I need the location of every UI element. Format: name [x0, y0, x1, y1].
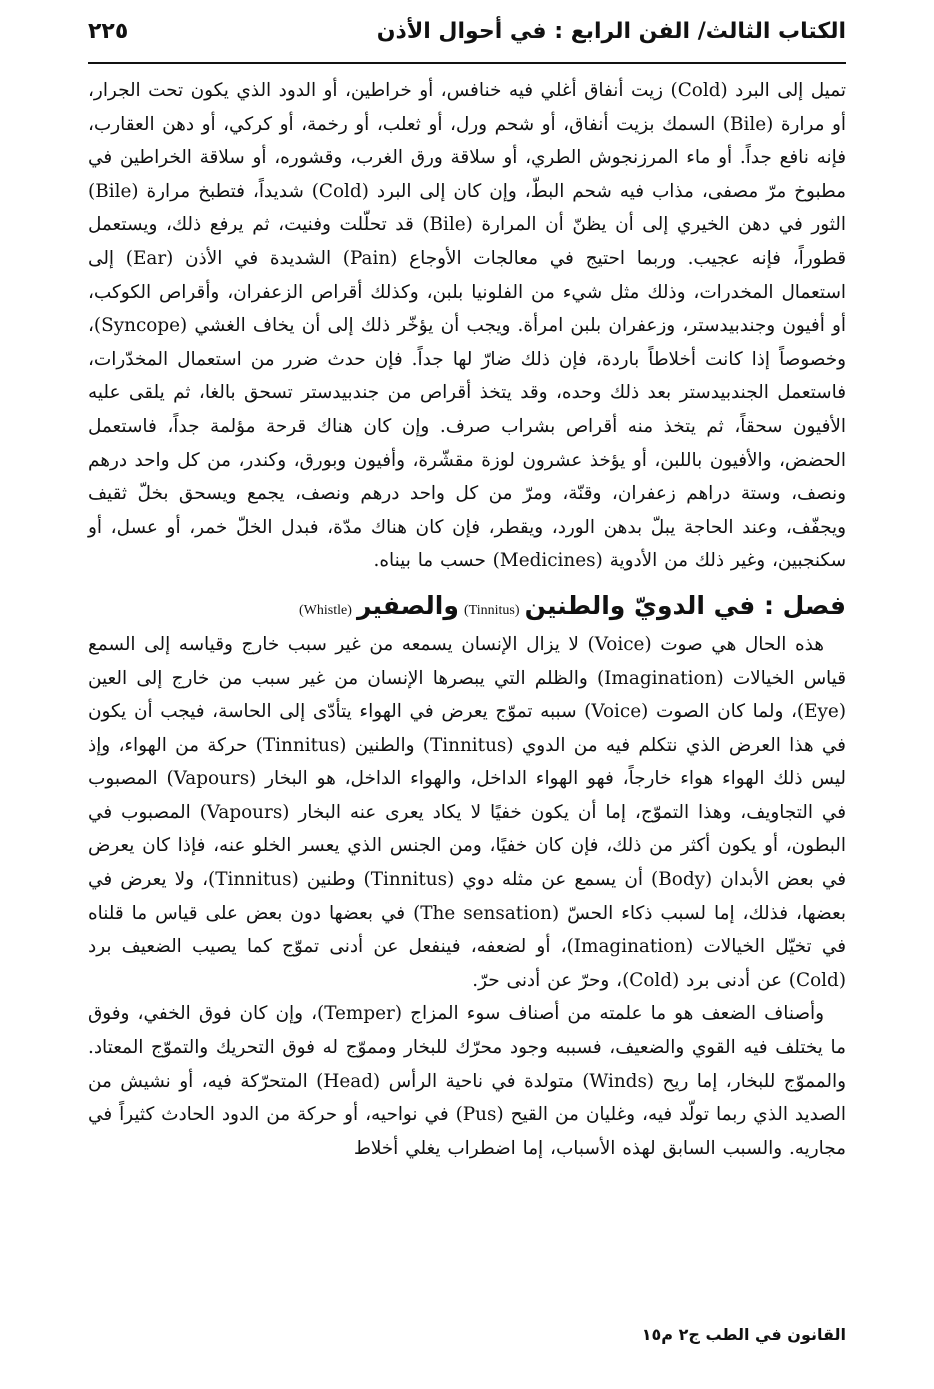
paragraph-tinnitus-causes: وأصناف الضعف هو ما علمته من أصناف سوء المزاج (Temper)، وإن كان فوق الخفي، وفوق ما يختلف فيه القوي والضعيف، فسببه وجود محرّك للبخار ومموّج له فوق التحريك والتموّج المعتاد. والمموّج للبخار، إما ريح (Winds) متولدة في ناحية الرأس (Head) المتحرّكة فيه، أو نشيش من الصديد الذي ربما تولّد فيه، وغليان من القيح (Pus) في نواحيه، أو حركة من الدود الحادث كثيراً في مجاريه. والسبب السابق لهذه الأسباب، إما اضطراب يغلي أخلاط — [88, 1003, 846, 1159]
paragraph-treatment-continued: تميل إلى البرد (Cold) زيت أنفاق أغلي فيه خنافس، أو خراطين، أو الدود الذي يكون تحت الجرار، أو مرارة (Bile) السمك بزيت أنفاق، أو شحم ورل، أو ثعلب، أو رخمة، أو كركي، أو دهن العقارب، فإنه نافع جداً. أو ماء المرزنجوش الطري، أو سلاقة ورق الغرب، وقشوره، أو سلاقة الخراطين في مطبوخ مرّ مصفى، مذاب فيه شحم البطّ، وإن كان إلى البرد (Cold) شديداً، فتطبخ مرارة (Bile) الثور في دهن الخيري إلى أن يظنّ أن المرارة (Bile) قد تحلّلت وفنيت، ثم يرفع ذلك، ويستعمل قطوراً، فإنه عجيب. وربما احتيج في معالجات الأوجاع (Pain) الشديدة في الأذن (Ear) إلى استعمال المخدرات، وذلك مثل شيء من الفلونيا بلبن، وكذلك أقراص الزعفران، وأقراص الكوكب، أو أفيون وجندبيدستر، وزعفران بلبن امرأة. ويجب أن يؤخّر ذلك إلى أن يخاف الغشي (Syncope)، وخصوصاً إذا كانت أخلاطاً باردة، فإن ذلك ضارّ لها جداً. فإن حدث ضرر من استعمال المخدّرات، فاستعمل الجندبيدستر بعد ذلك وحده، وقد يتخذ أقراص من جندبيدستر تسحق بالغا، ثم يلقى عليه الأفيون سحقاً، ثم يتخذ منه أقراص بشراب صرف. وإن كان هناك قرحة مؤلمة جداً، فاستعمل الحضض، والأفيون باللبن، أو يؤخذ عشرون لوزة مقشّرة، وأفيون وبورق، وكندر، من كل واحد درهم ونصف، وستة دراهم زعفران، وقنّة، ومرّ من كل واحد درهم ونصف، يجمع ويسحق بخلّ ثقيف ويجفّف، وعند الحاجة يبلّ بدهن الورد، ويقطر، فإن كان هناك مدّة، فبدل الخلّ خمر، أو عسل، أو سكنجبين، وغير ذلك من الأدوية (Medicines) حسب ما بيناه. — [88, 80, 847, 572]
section-heading — [88, 584, 846, 628]
running-title: الكتاب الثالث/ الفن الرابع : في أحوال الأذن — [376, 19, 846, 44]
footer-signature: القانون في الطب ج٢ م١٥ — [641, 1325, 846, 1344]
section-heading-part1: فصل : في الدويّ والطنين — [524, 590, 846, 620]
section-heading-gloss-whistle: (Whistle) — [299, 602, 352, 618]
section-heading-gloss-tinnitus: (Tinnitus) — [463, 602, 520, 618]
main-text — [88, 74, 846, 1165]
running-header — [88, 12, 846, 52]
page-number: ٢٢٥ — [88, 19, 129, 44]
section-heading-part2: والصفير — [356, 590, 459, 620]
paragraph-tinnitus-definition: هذه الحال هي صوت (Voice) لا يزال الإنسان يسمعه من غير سبب خارج وقياسه إلى السمع قياس الخيالات (Imagination) والظلم التي يبصرها الإنسان من غير سبب من خارج إلى العين (Eye)، ولما كان الصوت (Voice) سببه تموّج يعرض في الهواء يتأدّى إلى الحاسة، فيجب أن يكون في هذا العرض الذي نتكلم فيه من الدوي (Tinnitus) والطنين (Tinnitus) حركة من الهواء، وإذ ليس ذلك الهواء هواء خارجاً، فهو الهواء الداخل، والهواء الداخل، هو البخار (Vapours) المصبوب في التجاويف، وهذا التموّج، إما أن يكون خفيًا لا يكاد يعرى عنه البخار (Vapours) المصبوب في البطون، أو يكون أكثر من ذلك، فإن كان خفيًا، ومن الجنس الذي يعسر الخلو عنه، فإذا كان يعرض في بعض الأبدان (Body) أن يسمع عن مثله دوي (Tinnitus) وطنين (Tinnitus)، ولا يعرض في بعضها، فذلك، إما لسبب ذكاء الحسّ (The sensation) في بعضها دون بعض على قياس ما قلناه في تخيّل الخيالات (Imagination)، أو لضعفه، فينفعل عن أدنى تموّج كما يصيب الضعيف برد (Cold) عن أدنى برد (Cold)، وحرّ عن أدنى حرّ. — [88, 633, 846, 991]
header-rule — [88, 62, 846, 64]
